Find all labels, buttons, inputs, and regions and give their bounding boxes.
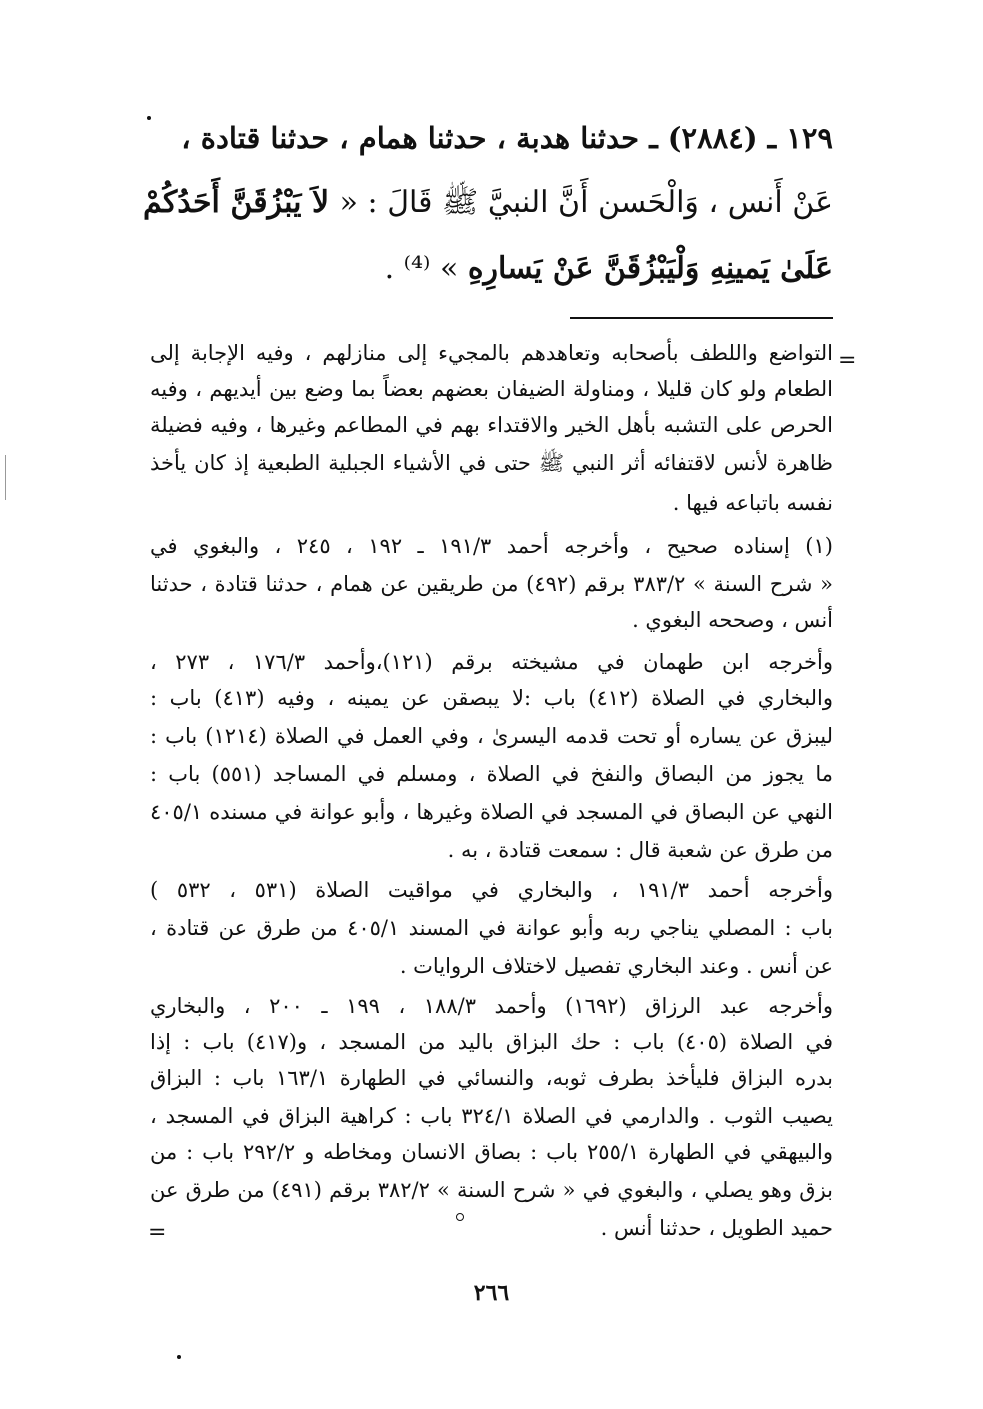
hadith-heading: ١٢٩ ـ (٢٨٨٤) ـ حدثنا هدبة ، حدثنا همام ، حدثنا قتادة ، [181,121,833,155]
footnote-line: ظاهرة لأنس لاقتفائه أثر النبي ﷺ حتى في الأشياء الجبلية الطبعية إذ كان يأخذ [150,451,833,475]
footnote-line: يصيب الثوب . والدارمي في الصلاة ٣٢٤/١ باب : كراهية البزاق في المسجد ، [150,1104,833,1128]
footnote-line: وأخرجه ابن طهمان في مشيخته برقم (١٢١)،وأحمد ١٧٦/٣ ، ٢٧٣ ، [150,650,833,674]
hadith-matn-start: لاَ يَبْزُقَنَّ أَحَدُكُمْ [143,185,340,220]
footnote-line: (١) إسناده صحيح ، وأخرجه أحمد ١٩١/٣ ـ ١٩٢ ، ٢٤٥ ، والبغوي في [150,534,833,558]
footnote-line: النهي عن البصاق في المسجد في الصلاة وغيرها ، وأبو عوانة في مسنده ٤٠٥/١ [150,800,833,824]
footnote-line: التواضع واللطف بأصحابه وتعاهدهم بالمجيء إلى منازلهم ، وفيه الإجابة إلى [150,341,833,365]
footnote-line: حميد الطويل ، حدثنا أنس . [600,1216,833,1240]
scan-edge-mark [5,455,6,500]
footnote-line: أنس ، وصححه البغوي . [632,608,833,632]
speck-mark [177,1355,181,1359]
footnote-line: بزق وهو يصلي ، والبغوي في « شرح السنة » ٣٨٢/٢ برقم (٤٩١) من طرق عن [150,1178,834,1202]
footnote-line: والبخاري في الصلاة (٤١٢) باب :لا يبصقن عن يمينه ، وفيه (٤١٣) باب : [150,686,834,710]
footnote-line: الحرص على التشبه بأهل الخير والاقتداء بهم في المطاعم وغيرها ، وفيه فضيلة [150,413,833,437]
footnote-line: « شرح السنة » ٣٨٣/٢ برقم (٤٩٢) من طريقين عن همام ، حدثنا قتادة ، حدثنا [150,572,833,596]
footnote-line: من طرق عن شعبة قال : سمعت قتادة ، به . [447,838,833,862]
hadith-matn-end: عَلَىٰ يَمينِهِ وَلْيَبْزُقَنَّ عَنْ يَسارِهِ [467,251,833,286]
footnote-line: والبيهقي في الطهارة ٢٥٥/١ باب : بصاق الانسان ومخاطه و ٢٩٢/٢ باب : من [150,1140,833,1164]
footnote-line: وأخرجه عبد الرزاق (١٦٩٢) وأحمد ١٨٨/٣ ، ١٩٩ ـ ٢٠٠ ، والبخاري [150,994,833,1018]
footnote-reference: » ⁽⁴⁾ . [384,251,468,286]
footnote-line: نفسه باتباعه فيها . [672,491,833,515]
footnote-continuation-end: = [148,1220,167,1245]
hadith-narration: عَنْ أَنس ، وَالْحَسن أَنَّ النبيَّ ﷺ قَالَ : « [339,185,833,220]
footnote-divider [570,317,833,319]
print-circle-mark [456,1213,464,1221]
footnote-line: باب : المصلي يناجي ربه وأبو عوانة في المسند ٤٠٥/١ من طرق عن قتادة ، [150,916,833,940]
hadith-text-line-1 [143,180,833,226]
footnote-line: بدره البزاق فليأخذ بطرف ثوبه، والنسائي في الطهارة ١٦٣/١ باب : البزاق [150,1066,833,1090]
hadith-text-line-2 [143,246,833,292]
footnote-line: ما يجوز من البصاق والنفخ في الصلاة ، ومسلم في المساجد (٥٥١) باب : [150,762,833,786]
footnote-line: ليبزق عن يساره أو تحت قدمه اليسرىٰ ، وفي العمل في الصلاة (١٢١٤) باب : [150,724,833,748]
footnote-line: الطعام ولو كان قليلا ، ومناولة الضيفان بعضهم بعضاً بما وضع بين أيديهم ، وفيه [150,377,833,401]
footnote-line: عن أنس . وعند البخاري تفصيل لاختلاف الروايات . [399,954,833,978]
footnote-continuation-start: = [838,348,857,373]
speck-mark [147,116,151,120]
footnote-line: وأخرجه أحمد ١٩١/٣ ، والبخاري في مواقيت الصلاة (٥٣١ ، ٥٣٢ ) [150,878,833,902]
footnote-line: في الصلاة (٤٠٥) باب : حك البزاق باليد من المسجد ، و(٤١٧) باب : إذا [150,1030,834,1054]
page-number: ٢٦٦ [473,1280,510,1306]
